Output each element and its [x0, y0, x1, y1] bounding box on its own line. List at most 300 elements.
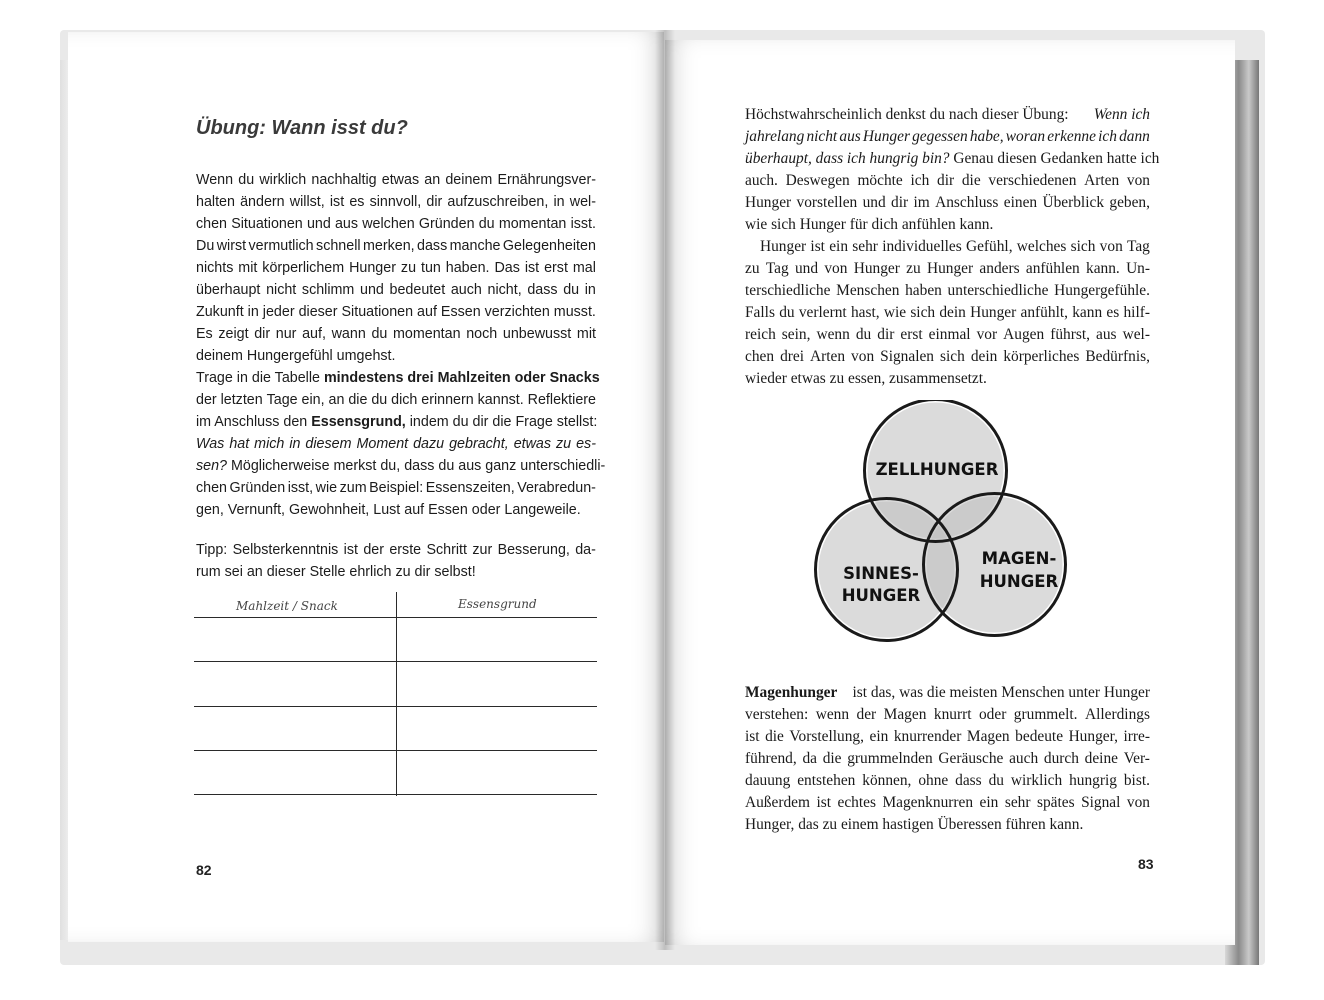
- word: bist.: [1123, 772, 1150, 789]
- word: noch: [466, 326, 498, 342]
- word: Beispiel:: [369, 480, 424, 496]
- word: es: [1106, 304, 1120, 321]
- word: hast,: [850, 304, 880, 321]
- text-line: [196, 414, 596, 430]
- word: chen: [745, 348, 775, 365]
- italic-text: überhaupt, dass ich hungrig bin?: [745, 150, 950, 167]
- word: habe,: [969, 128, 1004, 145]
- word: du: [238, 172, 255, 188]
- page-number-right: 83: [1138, 856, 1154, 872]
- venn-label-magenhunger-1: MAGEN-: [981, 549, 1057, 568]
- word: von: [1126, 172, 1150, 189]
- word: oder: [978, 706, 1007, 723]
- word: aus: [1096, 326, 1117, 343]
- text-run: Trage in die Tabelle: [196, 370, 324, 386]
- text-line: [745, 194, 1150, 212]
- venn-label-zellhunger: ZELLHUNGER: [875, 460, 999, 479]
- word: wie: [883, 304, 907, 321]
- word: ist: [329, 194, 345, 210]
- word: Hunger: [926, 260, 974, 277]
- word: körperlichem: [262, 260, 345, 276]
- word: hilf-: [1123, 304, 1150, 321]
- word: verstehen:: [745, 706, 809, 723]
- word: und: [794, 260, 819, 277]
- word: nachhaltig: [311, 172, 377, 188]
- word: Essenszeiten,: [425, 480, 515, 496]
- word: dein: [970, 348, 998, 365]
- text-line: [745, 772, 1150, 790]
- word: Hungergefühle.: [1054, 282, 1150, 299]
- word: du: [855, 326, 872, 343]
- table-row-line[interactable]: [194, 794, 597, 795]
- word: hat: [229, 436, 250, 452]
- word: ich: [1098, 128, 1117, 145]
- word: an: [424, 172, 441, 188]
- text-line: [745, 684, 1150, 702]
- word: wie: [315, 480, 338, 496]
- word: verzichten: [484, 304, 550, 320]
- text-line: [196, 542, 596, 558]
- word: kann: [1072, 304, 1103, 321]
- word: Vorstellung,: [789, 728, 864, 745]
- text-run: [196, 414, 406, 430]
- word: dieser: [298, 304, 338, 320]
- word: Bedürfnis,: [1085, 348, 1150, 365]
- word: Zukunft: [196, 304, 244, 320]
- word: Deswegen: [785, 172, 850, 189]
- table-row-line[interactable]: [194, 706, 597, 707]
- word: Tag: [1127, 238, 1150, 255]
- word: dann: [1119, 128, 1150, 145]
- word: reich: [745, 326, 776, 343]
- text-line: [745, 326, 1150, 344]
- word: Das: [494, 260, 520, 276]
- word: der: [196, 392, 217, 408]
- word: die: [961, 172, 981, 189]
- word: Magen: [966, 728, 1010, 745]
- table-row-line[interactable]: [194, 750, 597, 751]
- word: du: [779, 304, 795, 321]
- text-line: [196, 326, 596, 342]
- word: Gelegenheiten: [502, 238, 596, 254]
- word: Ernährungsver-: [497, 172, 596, 188]
- word: aus: [334, 216, 359, 232]
- word: an: [328, 392, 345, 408]
- word: ändern: [240, 194, 285, 210]
- word: verschiedenen: [988, 172, 1077, 189]
- word: möchte: [857, 172, 903, 189]
- word: letzten: [220, 392, 263, 408]
- word: vorstellen: [796, 194, 858, 211]
- text-line: rum sei an dieser Stelle ehrlich zu dir selbst!: [196, 564, 476, 580]
- word: entstehen: [797, 772, 856, 789]
- word: und: [306, 216, 331, 232]
- word: Arten: [810, 348, 846, 365]
- word: unterschiedliche: [947, 282, 1049, 299]
- word: ohne: [918, 772, 949, 789]
- word: spätes: [1036, 794, 1075, 811]
- word: du: [371, 326, 388, 342]
- word: Essen: [440, 304, 481, 320]
- word: ist: [745, 728, 760, 745]
- text-line: [745, 794, 1150, 812]
- word: tun: [420, 260, 441, 276]
- text-line: [196, 194, 596, 210]
- word: vor: [976, 326, 998, 343]
- word: bedeutet: [389, 282, 446, 298]
- text-run: Möglicherweise merkst du, dass du aus ganz unterschiedli-: [227, 458, 606, 474]
- word: Ver-: [1123, 750, 1150, 767]
- word: bedeute: [1015, 728, 1064, 745]
- page-number-left: 82: [196, 862, 212, 878]
- word: dich: [391, 392, 418, 408]
- word: auch: [450, 282, 482, 298]
- word: Hunger: [760, 238, 807, 255]
- word: Situationen: [341, 304, 414, 320]
- word: führst,: [1050, 326, 1090, 343]
- word: irre-: [1123, 728, 1150, 745]
- word: zum: [339, 480, 367, 496]
- italic-text: Wenn ich: [1093, 106, 1150, 123]
- word: dass: [955, 772, 982, 789]
- text-line: [745, 150, 1160, 168]
- word: vermutlich: [248, 238, 314, 254]
- word: anfühlt,: [1020, 304, 1068, 321]
- emphasis-text: Magenhunger: [745, 684, 838, 701]
- word: haben: [905, 282, 942, 299]
- word: mich: [254, 436, 285, 452]
- word: die: [822, 750, 842, 767]
- text-run: im Anschluss den: [196, 414, 312, 430]
- text-line: [745, 304, 1150, 322]
- text-line: [196, 304, 596, 320]
- word: auch: [1009, 750, 1039, 767]
- venn-label-sinneshunger-1: SINNES-: [843, 564, 919, 583]
- text-line: [745, 172, 1150, 190]
- word: diesem: [305, 436, 352, 452]
- emphasis-text: Essensgrund,: [311, 414, 406, 430]
- word: auf,: [302, 326, 326, 342]
- word: zu: [556, 436, 572, 452]
- word: verlernt: [798, 304, 847, 321]
- word: in: [247, 304, 259, 320]
- word: Geräusche: [938, 750, 1004, 767]
- text-line: [745, 106, 1150, 124]
- word: Besserung,: [497, 542, 570, 558]
- word: woran: [1005, 128, 1046, 145]
- word: nichts: [196, 260, 234, 276]
- text-line: [196, 172, 596, 188]
- word: auf: [417, 304, 437, 320]
- table-row-line[interactable]: [194, 617, 597, 618]
- text-line: [196, 458, 606, 474]
- word: zu: [906, 260, 921, 277]
- word: du: [988, 772, 1004, 789]
- text-line: [196, 370, 600, 386]
- text-line: [745, 260, 1150, 278]
- word: von: [851, 348, 875, 365]
- word: dir: [937, 172, 955, 189]
- word: dass: [527, 282, 558, 298]
- word: schnell: [316, 238, 361, 254]
- word: zu: [745, 260, 760, 277]
- word: ist: [343, 542, 358, 558]
- word: ist: [810, 238, 825, 255]
- word: drei: [780, 348, 804, 365]
- emphasis-text: mindestens drei Mahlzeiten oder Snacks: [323, 370, 600, 386]
- word: die: [348, 392, 368, 408]
- word: es: [349, 194, 365, 210]
- word: momentan: [393, 326, 461, 342]
- word: und: [862, 194, 886, 211]
- word: wel-: [569, 194, 596, 210]
- word: etwas: [381, 172, 420, 188]
- word: wenn: [815, 706, 850, 723]
- word: du: [371, 392, 388, 408]
- word: welches: [1016, 238, 1067, 255]
- word: erst: [900, 326, 923, 343]
- text-line: [196, 238, 596, 254]
- word: ein: [869, 728, 889, 745]
- word: Verabredun-: [517, 480, 596, 496]
- word: chen: [196, 216, 228, 232]
- word: es-: [576, 436, 596, 452]
- text-run: indem du dir die Frage stellst:: [405, 414, 598, 430]
- word: aufzuschreiben,: [447, 194, 549, 210]
- word: Tage: [266, 392, 298, 408]
- word: Signalen: [880, 348, 935, 365]
- word: dazu: [413, 436, 445, 452]
- text-line: [745, 728, 1150, 746]
- word: ein: [979, 794, 999, 811]
- word: in: [553, 194, 565, 210]
- word: sein,: [781, 326, 811, 343]
- word: wirklich: [1010, 772, 1063, 789]
- word: Arten: [1084, 172, 1120, 189]
- word: von: [1099, 238, 1123, 255]
- word: der: [363, 542, 384, 558]
- word: einmal: [928, 326, 971, 343]
- word: mit: [576, 326, 596, 342]
- word: nicht: [806, 128, 838, 145]
- book-gutter: [655, 30, 675, 950]
- word: Allerdings: [1084, 706, 1150, 723]
- word: dass: [417, 238, 448, 254]
- word: ein,: [301, 392, 325, 408]
- word: sinnvoll,: [369, 194, 422, 210]
- text-line: [196, 216, 596, 232]
- word: im: [913, 194, 930, 211]
- word: merken,: [362, 238, 415, 254]
- word: nicht,: [487, 282, 522, 298]
- word: erst: [544, 260, 568, 276]
- word: in: [289, 436, 301, 452]
- word: führend,: [745, 750, 797, 767]
- text-line: deinem Hungergefühl umgehst.: [196, 348, 396, 364]
- word: Situationen: [231, 216, 303, 232]
- venn-label-sinneshunger-2: HUNGER: [841, 586, 921, 605]
- table-column-divider: [396, 592, 397, 796]
- word: Hunger: [862, 128, 910, 145]
- word: Anschluss: [935, 194, 999, 211]
- text-line: wie sich Hunger für dich anfühlen kann.: [745, 216, 994, 233]
- word: jahrelang: [745, 128, 805, 145]
- word: erste: [389, 542, 422, 558]
- word: dir: [891, 194, 909, 211]
- text-line: [745, 348, 1150, 366]
- word: sehr: [1004, 794, 1031, 811]
- word: zu: [400, 260, 417, 276]
- word: momentan: [498, 216, 567, 232]
- word: Hunger,: [1068, 728, 1118, 745]
- word: nur: [275, 326, 297, 342]
- word: haben.: [445, 260, 490, 276]
- word: erkenne: [1047, 128, 1096, 145]
- word: Un-: [1126, 260, 1150, 277]
- word: nicht: [266, 282, 297, 298]
- text-line: [196, 436, 596, 452]
- text-line: [196, 480, 596, 496]
- word: Selbsterkenntnis: [232, 542, 339, 558]
- table-header-meal: Mahlzeit / Snack: [236, 599, 338, 613]
- word: Es: [196, 326, 213, 342]
- word: Hunger: [853, 260, 900, 277]
- table-row-line[interactable]: [194, 661, 597, 662]
- word: Moment: [356, 436, 409, 452]
- word: willst,: [289, 194, 325, 210]
- word: dein: [939, 304, 966, 321]
- text-line: [745, 706, 1150, 724]
- word: die: [765, 728, 784, 745]
- word: knurrender: [893, 728, 962, 745]
- word: gegessen: [912, 128, 968, 145]
- word: durch: [1043, 750, 1079, 767]
- word: halten: [196, 194, 235, 210]
- word: anfühlen: [1025, 260, 1080, 277]
- word: dauung: [745, 772, 791, 789]
- word: ist: [816, 794, 831, 811]
- word: Gründen: [418, 216, 475, 232]
- word: erinnern: [421, 392, 474, 408]
- word: sich: [1070, 238, 1096, 255]
- word: jeder: [262, 304, 295, 320]
- word: sich: [940, 348, 965, 365]
- word: du: [563, 282, 580, 298]
- text-line: Hunger, das zu einem hastigen Überessen führen kann.: [745, 816, 1084, 833]
- word: isst,: [287, 480, 314, 496]
- text-line: [196, 260, 596, 276]
- text-line: wieder etwas zu essen, zusammensetzt.: [745, 370, 987, 387]
- word: Du: [196, 238, 215, 254]
- word: sich: [910, 304, 936, 321]
- word: schlimm: [301, 282, 355, 298]
- word: gebracht,: [449, 436, 509, 452]
- word: Magenknurren: [882, 794, 974, 811]
- word: ist: [524, 260, 540, 276]
- word: mal: [572, 260, 596, 276]
- word: ich: [910, 172, 930, 189]
- word: einen: [1003, 194, 1038, 211]
- text-line: [745, 282, 1150, 300]
- word: hungrig: [1069, 772, 1117, 789]
- text-run: ist das, was die meisten Menschen unter Hunger: [848, 684, 1150, 701]
- word: dir: [426, 194, 443, 210]
- word: von: [824, 260, 848, 277]
- word: wirst: [216, 238, 247, 254]
- exercise-title: Übung: Wann isst du?: [196, 117, 408, 139]
- word: Wenn: [196, 172, 234, 188]
- word: Signal: [1081, 794, 1121, 811]
- word: chen: [196, 480, 228, 496]
- word: grummelt.: [1013, 706, 1078, 723]
- word: zur: [472, 542, 493, 558]
- word: Was: [196, 436, 225, 452]
- word: welchen: [362, 216, 415, 232]
- word: anders: [979, 260, 1020, 277]
- text-line: [196, 282, 596, 298]
- word: Reflektiere: [527, 392, 596, 408]
- word: Menschen: [836, 282, 900, 299]
- word: von: [1126, 794, 1150, 811]
- word: kannst.: [477, 392, 524, 408]
- word: dir: [254, 326, 271, 342]
- word: knurrt: [933, 706, 972, 723]
- word: individuelles: [882, 238, 962, 255]
- word: Magen: [883, 706, 927, 723]
- word: Augen: [1003, 326, 1045, 343]
- word: dir: [877, 326, 895, 343]
- word: Hunger: [970, 304, 1017, 321]
- text-line: [745, 750, 1150, 768]
- text-run: Höchstwahrscheinlich denkst du nach dieser Übung:: [745, 106, 1073, 123]
- word: können,: [862, 772, 912, 789]
- word: wirklich: [259, 172, 307, 188]
- word: in: [584, 282, 596, 298]
- text-line: gen, Vernunft, Gewohnheit, Lust auf Essen oder Langeweile.: [196, 502, 581, 518]
- word: geben,: [1109, 194, 1150, 211]
- word: sehr: [852, 238, 878, 255]
- text-run: Genau diesen Gedanken hatte ich: [949, 150, 1160, 167]
- word: Gründen: [229, 480, 286, 496]
- word: mit: [238, 260, 258, 276]
- word: Überblick: [1042, 194, 1105, 211]
- word: auch.: [745, 172, 778, 189]
- word: zeigt: [218, 326, 249, 342]
- word: da-: [575, 542, 596, 558]
- word: ein: [829, 238, 849, 255]
- word: manche: [449, 238, 501, 254]
- word: überhaupt: [196, 282, 261, 298]
- hunger-venn-diagram: [800, 400, 1100, 670]
- word: Falls: [745, 304, 775, 321]
- text-line: [196, 392, 596, 408]
- word: wenn: [816, 326, 850, 343]
- word: terschiedliche: [745, 282, 831, 299]
- word: deinem: [445, 172, 493, 188]
- italic-text: sen?: [196, 458, 228, 474]
- word: wel-: [1122, 326, 1150, 343]
- word: Schritt: [426, 542, 467, 558]
- word: Außerdem: [745, 794, 810, 811]
- word: etwas: [513, 436, 552, 452]
- word: und: [360, 282, 384, 298]
- word: wann: [331, 326, 366, 342]
- word: der: [856, 706, 877, 723]
- word: musst.: [553, 304, 596, 320]
- word: deine: [1084, 750, 1118, 767]
- text-line: [760, 238, 1150, 256]
- word: körperliches: [1003, 348, 1080, 365]
